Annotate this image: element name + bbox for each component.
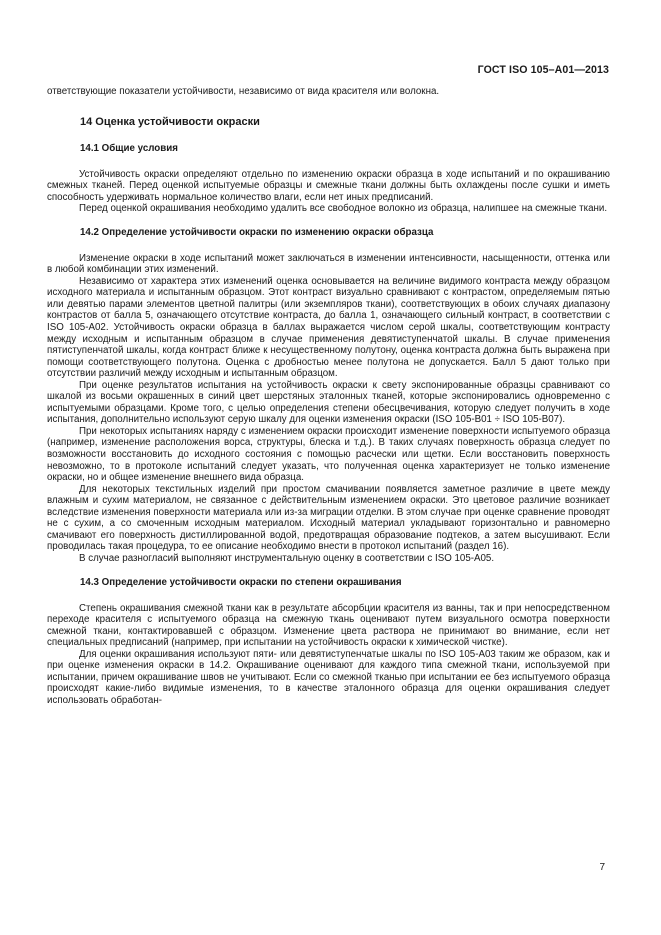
subsection-14-3-heading: 14.3 Определение устойчивости окраски по степени окрашивания xyxy=(80,576,402,588)
section-14-heading: 14 Оценка устойчивости окраски xyxy=(80,115,260,128)
page-content xyxy=(47,86,610,706)
paragraph: Перед оценкой окрашивания необходимо удалить все свободное волокно из образца, налипшее на смежные ткани. xyxy=(79,203,608,215)
paragraph: В случае разногласий выполняют инструментальную оценку в соответствии с ISO 105-A05. xyxy=(79,552,495,564)
paragraph: Для оценки окрашивания используют пяти- или девятиступенчатые шкалы по ISO 105-A03 таким же образом, как и при оценке изменения окраски в 14.2. Окрашивание оценивают для каждого типа смежной ткани, используемой при испытании, причем окрашивание швов не учитывают. Если со смежной тканью при испытании ее без испытуемого образца происходят какие-либо видимые изменения, то в качестве эталонного образца для оценки окрашивания следует использовать обработан- xyxy=(47,648,610,706)
lead-paragraph: ответствующие показатели устойчивости, независимо от вида красителя или волокна. xyxy=(47,86,440,97)
page-number: 7 xyxy=(599,862,605,873)
paragraph: При оценке результатов испытания на устойчивость окраски к свету экспонированные образцы сравнивают со шкалой из восьми окрашенных в синий цвет шерстяных эталонных тканей, которые экспонировались одновременно с испытуемыми образцами. Кроме того, с целью определения степени обесцвечивания, которую следует получить в ходе испытания, дополнительно используют серую шкалу для оценки изменения окраски (ISO 105-B01 ÷ ISO 105-B07). xyxy=(47,379,610,426)
paragraph: Устойчивость окраски определяют отдельно по изменению окраски образца в ходе испытаний и по окрашиванию смежных тканей. Перед оценкой испытуемые образцы и смежные ткани должны быть охлаждены после сушки и иметь способность удерживать нормальное количество влаги, если нет иных предписаний. xyxy=(47,168,610,203)
subsection-14-1-heading: 14.1 Общие условия xyxy=(80,142,178,154)
paragraph: Независимо от характера этих изменений оценка основывается на величине видимого контраста между образцом исходного материала и испытанным образцом. Этот контраст визуально сравнивают с контрастом, определяемым пятью или девятью парами элементов цветной палитры (или экземпляров ткани), соответствующих в обоих случаях диапазону контрастов от балла 5, означающего отсутствие контраста, до балла 1, означающего сильный контраст, в соответствии с ISO 105-A02. Устойчивость окраски образца в баллах выражается числом серой шкалы, соответствующим контрасту между исходным и испытанным образцом в случае применения девятиступенчатой шкалы. В случае применения пятиступенчатой шкалы, когда контраст ближе к несущественному полутону, оценка контраста должна быть выражена при помощи соответствующего полутона. Оценка с дробностью менее полутона не допускается. Балл 5 дают только при отсутствии различий между исходным и испытанным образцом. xyxy=(47,275,610,380)
paragraph: Изменение окраски в ходе испытаний может заключаться в изменении интенсивности, насыщенности, оттенка или в любой комбинации этих изменений. xyxy=(47,252,610,276)
paragraph: Степень окрашивания смежной ткани как в результате абсорбции красителя из ванны, так и при непосредственном переходе красителя с испытуемого образца на смежную ткань оценивают путем визуального осмотра поверхности смежной ткани, контактировавшей с образцом. Изменение цвета раствора не принимают во внимание, если нет специальных предписаний (например, при испытании на устойчивость окраски к химической чистке). xyxy=(47,602,610,649)
paragraph: Для некоторых текстильных изделий при простом смачивании появляется заметное различие в цвете между влажным и сухим материалом, не связанное с действительным изменением окраски. Это цветовое различие возникает вследствие изменения поверхности материала или из-за миграции отделки. В этом случае при оценке сравнение проводят не с сухим, а со смоченным исходным материалом. Исходный материал укладывают горизонтально и равномерно смачивают его поверхность дистиллированной водой, предотвращая образование подтеков, а затем высушивают. Если проводилась такая процедура, то ее описание необходимо внести в протокол испытаний (раздел 16). xyxy=(47,483,610,553)
document-code-header: ГОСТ ISO 105–А01—2013 xyxy=(477,64,609,76)
paragraph: При некоторых испытаниях наряду с изменением окраски происходит изменение поверхности испытуемого образца (например, изменение расположения ворса, структуры, блеска и т.д.). В таких случаях поверхность образца следует по возможности восстановить до исходного состояния с помощью расчески или щетки. Если восстановить поверхность невозможно, то в протоколе испытаний следует указать, что полученная оценка характеризует не только изменение окраски, но и общее изменение внешнего вида образца. xyxy=(47,425,610,484)
subsection-14-2-heading: 14.2 Определение устойчивости окраски по изменению окраски образца xyxy=(80,226,434,238)
